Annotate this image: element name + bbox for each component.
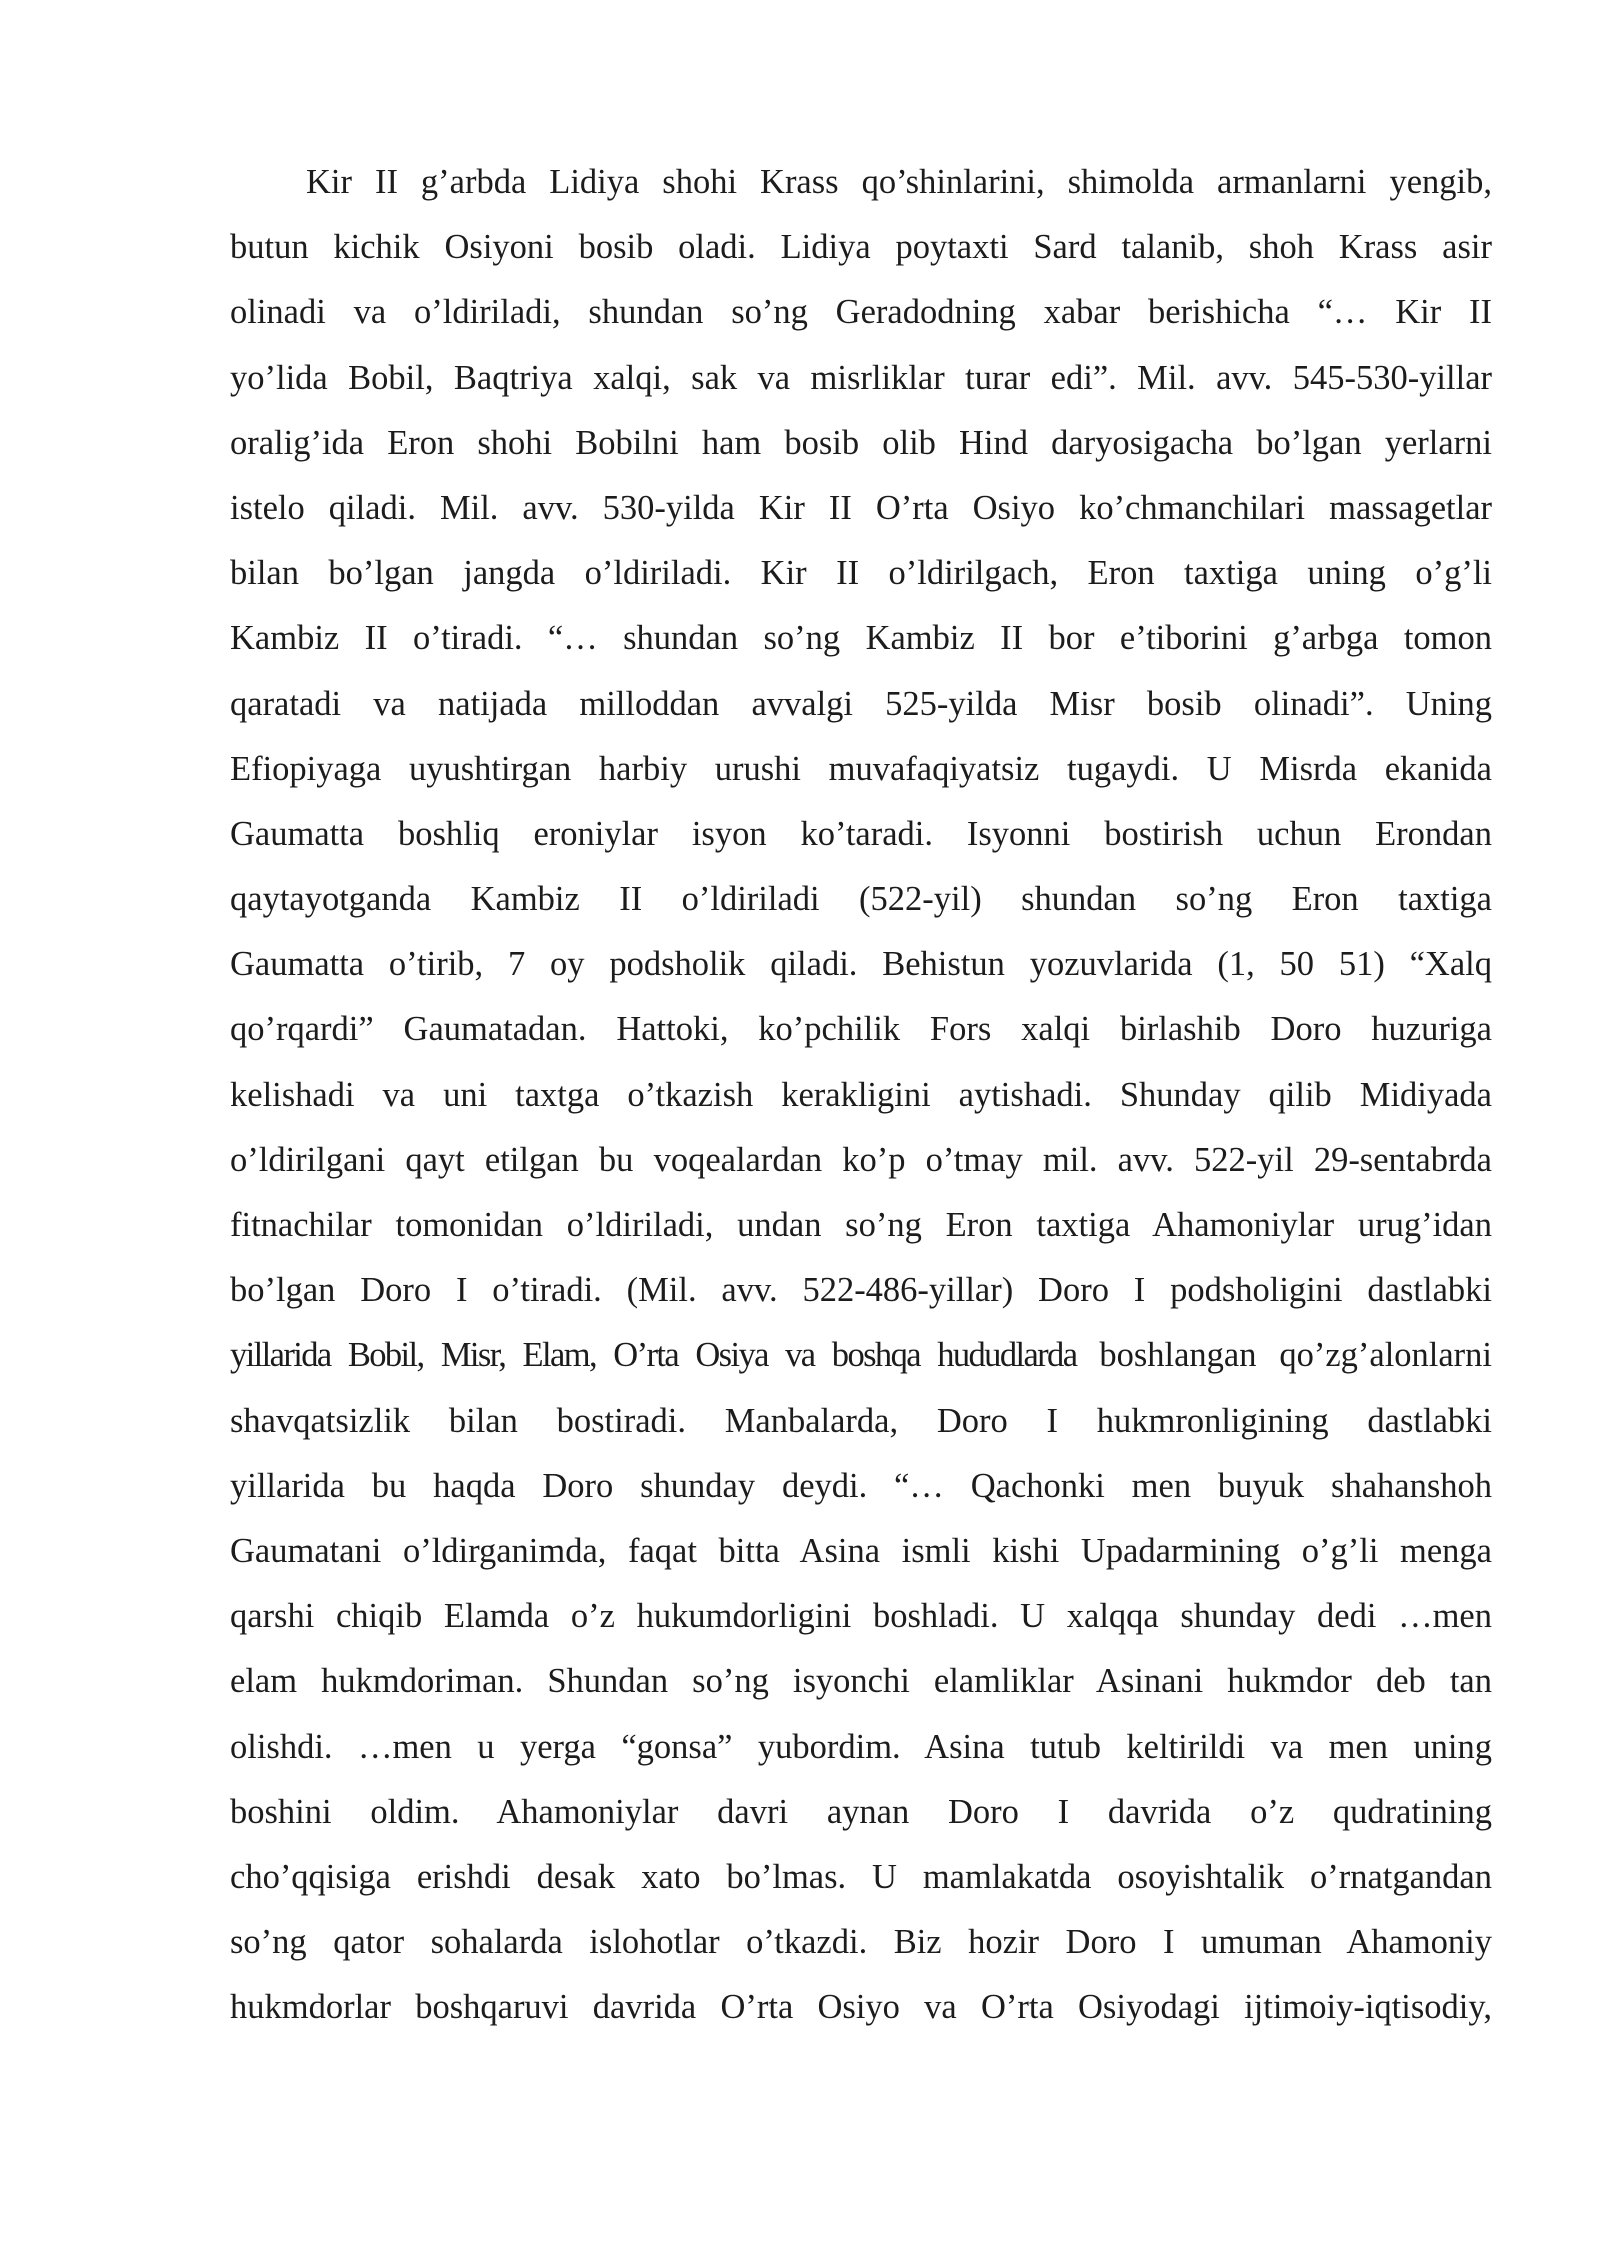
text-line-5: oralig’ida Eron shohi Bobilni ham bosib olib Hind daryosigacha bo’lgan yerlarni	[230, 423, 1492, 462]
text-line-10: Efiopiyaga uyushtirgan harbiy urushi muvafaqiyatsiz tugaydi. U Misrda ekanida	[230, 749, 1492, 788]
text-line-25: olishdi. …men u yerga “gonsa” yubordim. Asina tutub keltirildi va men uning	[230, 1727, 1492, 1766]
text-line-17: fitnachilar tomonidan o’ldiriladi, undan so’ng Eron taxtiga Ahamoniylar urug’idan	[230, 1206, 1492, 1244]
text-line-21: yillarida bu haqda Doro shunday deydi. “… Qachonki men buyuk shahanshoh	[230, 1466, 1492, 1505]
text-line-6: istelo qiladi. Mil. avv. 530-yilda Kir II O’rta Osiyo ko’chmanchilari massagetlar	[230, 488, 1492, 527]
text-line-2: butun kichik Osiyoni bosib oladi. Lidiya poytaxti Sard talanib, shoh Krass asir	[230, 228, 1492, 267]
text-line-4: yo’lida Bobil, Baqtriya xalqi, sak va misrliklar turar edi”. Mil. avv. 545-530-yillar	[230, 358, 1492, 397]
text-line-9: qaratadi va natijada milloddan avvalgi 525-yilda Misr bosib olinadi”. Uning	[230, 684, 1492, 723]
text-line-15: kelishadi va uni taxtga o’tkazish kerakligini aytishadi. Shunday qilib Midiyada	[230, 1075, 1492, 1114]
text-line-11: Gaumatta boshliq eroniylar isyon ko’taradi. Isyonni bostirish uchun Erondan	[230, 814, 1492, 853]
text-line-23: qarshi chiqib Elamda o’z hukumdorligini boshladi. U xalqqa shunday dedi …men	[230, 1597, 1492, 1636]
text-line-18: bo’lgan Doro I o’tiradi. (Mil. avv. 522-486-yillar) Doro I podsholigini dastlabki	[230, 1271, 1492, 1310]
text-line-12: qaytayotganda Kambiz II o’ldiriladi (522-yil) shundan so’ng Eron taxtiga	[230, 880, 1492, 919]
text-line-22: Gaumatani o’ldirganimda, faqat bitta Asina ismli kishi Upadarmining o’g’li menga	[230, 1531, 1492, 1570]
text-line-19	[230, 1323, 1492, 1388]
text-line-14: qo’rqardi” Gaumatadan. Hattoki, ko’pchilik Fors xalqi birlashib Doro huzuriga	[230, 1010, 1492, 1049]
text-line-20: shavqatsizlik bilan bostiradi. Manbalarda, Doro I hukmronligining dastlabki	[230, 1401, 1492, 1440]
text-line-26: boshini oldim. Ahamoniylar davri aynan Doro I davrida o’z qudratining	[230, 1792, 1492, 1831]
text-line-7: bilan bo’lgan jangda o’ldiriladi. Kir II o’ldirilgach, Eron taxtiga uning o’g’li	[230, 554, 1492, 593]
text-line-28: so’ng qator sohalarda islohotlar o’tkazdi. Biz hozir Doro I umuman Ahamoniy	[230, 1923, 1492, 1962]
text-line-16: o’ldirilgani qayt etilgan bu voqealardan ko’p o’tmay mil. avv. 522-yil 29-sentabrda	[230, 1140, 1492, 1179]
text-line-19-condensed: yillarida Bobil, Misr, Elam, O’rta Osiya va boshqa hududlarda	[230, 1336, 1077, 1375]
text-line-19-normal: boshlangan qo’zg’alonlarni	[1076, 1336, 1492, 1375]
text-line-8: Kambiz II o’tiradi. “… shundan so’ng Kambiz II bor e’tiborini g’arbga tomon	[230, 619, 1492, 658]
body-paragraph	[230, 150, 1492, 2040]
text-line-27: cho’qqisiga erishdi desak xato bo’lmas. U mamlakatda osoyishtalik o’rnatgandan	[230, 1857, 1492, 1896]
text-line-24: elam hukmdoriman. Shundan so’ng isyonchi elamliklar Asinani hukmdor deb tan	[230, 1662, 1492, 1701]
text-line-3: olinadi va o’ldiriladi, shundan so’ng Geradodning xabar berishicha “… Kir II	[230, 293, 1492, 332]
text-line-29: hukmdorlar boshqaruvi davrida O’rta Osiyo va O’rta Osiyodagi ijtimoiy-iqtisodiy,	[230, 1988, 1492, 2027]
text-line-1: Kir II g’arbda Lidiya shohi Krass qo’shinlarini, shimolda armanlarni yengib,	[306, 163, 1492, 201]
text-line-13: Gaumatta o’tirib, 7 oy podsholik qiladi. Behistun yozuvlarida (1, 50 51) “Xalq	[230, 945, 1492, 984]
